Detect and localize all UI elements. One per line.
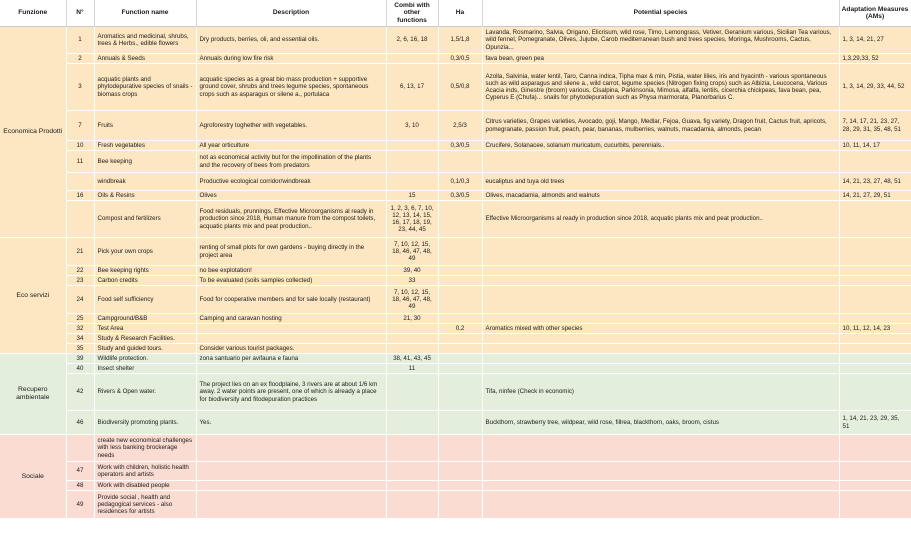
row-ha	[438, 201, 482, 238]
row-species: Citrus varieties, Grapes varieties, Avocado, goji, Mango, Medlar, Fejoa, Guava, fig variety, Dragon fruit, Cactus fruit, apricots, pomegranate, passion fruit, peach, pear, bananas, mulberries, walnuts, macadamia, almonds, pecan	[482, 111, 839, 141]
row-combi	[386, 334, 438, 344]
row-number: 25	[66, 314, 94, 324]
row-ha	[438, 374, 482, 411]
row-description	[196, 491, 386, 519]
row-function-name: Fruits	[94, 111, 196, 141]
row-function-name: windbreak	[94, 173, 196, 191]
row-description	[196, 334, 386, 344]
row-ha	[438, 276, 482, 286]
row-species: Aromatics mixed with other species	[482, 324, 839, 334]
row-ha: 0,5/0,8	[438, 64, 482, 111]
row-ha: 0,2	[438, 324, 482, 334]
row-combi	[386, 324, 438, 334]
row-number: 21	[66, 238, 94, 266]
row-ha	[438, 286, 482, 314]
header-combi: Combi with other functions	[386, 0, 438, 27]
row-combi	[386, 374, 438, 411]
row-description	[196, 324, 386, 334]
row-species	[482, 364, 839, 374]
row-species	[482, 435, 839, 462]
row-species: eucaliptus and tuya old trees	[482, 173, 839, 191]
row-function-name: Provide social , health and pedagogical services - also residences for artists	[94, 491, 196, 519]
row-combi	[386, 54, 438, 64]
row-function-name: Campground/B&B	[94, 314, 196, 324]
row-species	[482, 151, 839, 173]
table-row	[0, 286, 911, 314]
row-species	[482, 286, 839, 314]
row-combi	[386, 173, 438, 191]
row-description: Food residuals, prunnings, Effective Microorganisms al ready in production since 2018, Human manure from the compost toilets, acquatic plants mix and peat production..	[196, 201, 386, 238]
row-combi: 7, 10, 12, 15, 18, 46, 47, 48, 49	[386, 286, 438, 314]
header-function-name: Function name	[94, 0, 196, 27]
header-row	[0, 0, 911, 27]
row-ha: 0,1/0,3	[438, 173, 482, 191]
row-measures: 1, 14, 21, 23, 29, 35, 51	[839, 411, 911, 435]
row-number: 10	[66, 141, 94, 151]
row-description: not as economical activity but for the impollination of the plants and the recovery of bees from predators	[196, 151, 386, 173]
row-number	[66, 173, 94, 191]
row-function-name: Work with children, holistic health operators and artists	[94, 462, 196, 481]
group-recupero-ambientale: Recupero ambientale	[0, 354, 66, 435]
row-ha	[438, 481, 482, 491]
row-measures	[839, 151, 911, 173]
row-number	[66, 201, 94, 238]
row-species	[482, 334, 839, 344]
row-measures	[839, 286, 911, 314]
row-number: 7	[66, 111, 94, 141]
row-species	[482, 238, 839, 266]
row-description: Food for cooperative members and for sale locally (restaurant)	[196, 286, 386, 314]
row-species	[482, 314, 839, 324]
row-description: Annuals during low fire risk	[196, 54, 386, 64]
row-measures	[839, 276, 911, 286]
table-row	[0, 481, 911, 491]
table-row	[0, 354, 911, 364]
row-combi	[386, 462, 438, 481]
row-combi: 39, 40	[386, 266, 438, 276]
row-function-name: Study and guided tours.	[94, 344, 196, 354]
row-species: Olives, macadamia, almonds and walnuts	[482, 191, 839, 201]
row-number: 46	[66, 411, 94, 435]
table-row	[0, 266, 911, 276]
row-number: 47	[66, 462, 94, 481]
table-row	[0, 276, 911, 286]
row-number: 40	[66, 364, 94, 374]
table-row	[0, 191, 911, 201]
row-measures	[839, 334, 911, 344]
row-ha	[438, 314, 482, 324]
table-row	[0, 364, 911, 374]
row-description: Productive ecological corridor/windbreak	[196, 173, 386, 191]
row-ha: 0,3/0,5	[438, 191, 482, 201]
row-ha	[438, 491, 482, 519]
row-ha	[438, 435, 482, 462]
row-number: 2	[66, 54, 94, 64]
row-combi	[386, 491, 438, 519]
table-row	[0, 54, 911, 64]
row-description: Agroforestry toghether with vegetables.	[196, 111, 386, 141]
row-number: 34	[66, 334, 94, 344]
header-funzione: Funzione	[0, 0, 66, 27]
row-description: zona santuario per avifauna e fauna	[196, 354, 386, 364]
row-description	[196, 462, 386, 481]
row-species	[482, 276, 839, 286]
row-function-name: create new economical challenges with less banking brockerage needs	[94, 435, 196, 462]
row-measures	[839, 364, 911, 374]
row-measures: 14, 21, 27, 29, 51	[839, 191, 911, 201]
row-combi	[386, 141, 438, 151]
row-number: 16	[66, 191, 94, 201]
row-function-name: Rivers & Open water.	[94, 374, 196, 411]
row-species	[482, 266, 839, 276]
table-row	[0, 151, 911, 173]
row-ha	[438, 266, 482, 276]
header-description: Description	[196, 0, 386, 27]
row-combi	[386, 411, 438, 435]
row-species: Crucifere, Solanacee, solanum muricatum, cucurbits, perennials..	[482, 141, 839, 151]
table-row	[0, 435, 911, 462]
table-row	[0, 201, 911, 238]
row-measures: 10, 11, 12, 14, 23	[839, 324, 911, 334]
table-row	[0, 344, 911, 354]
row-number: 49	[66, 491, 94, 519]
row-measures	[839, 266, 911, 276]
row-combi: 2, 6, 16, 18	[386, 27, 438, 54]
row-species	[482, 354, 839, 364]
table-row	[0, 491, 911, 519]
table-row	[0, 411, 911, 435]
row-combi: 6, 13, 17	[386, 64, 438, 111]
row-number: 42	[66, 374, 94, 411]
row-combi: 15	[386, 191, 438, 201]
row-combi: 1, 2, 3, 6, 7, 10, 12, 13, 14, 15, 16, 17, 18, 19, 23, 44, 45	[386, 201, 438, 238]
row-measures: 1,3,29,33, 52	[839, 54, 911, 64]
group-eco-servizi: Eco servizi	[0, 238, 66, 354]
row-measures: 14, 21, 23, 27, 48, 51	[839, 173, 911, 191]
row-combi	[386, 481, 438, 491]
row-combi: 11	[386, 364, 438, 374]
table-row	[0, 334, 911, 344]
row-measures: 1, 3, 14, 21, 27	[839, 27, 911, 54]
row-measures	[839, 374, 911, 411]
row-description: Dry products, berries, oli, and essential oils.	[196, 27, 386, 54]
row-ha: 0,3/0,5	[438, 141, 482, 151]
table-row	[0, 173, 911, 191]
table-row	[0, 141, 911, 151]
row-measures: 1, 3, 14, 29, 33, 44, 52	[839, 64, 911, 111]
table-row	[0, 324, 911, 334]
row-number: 11	[66, 151, 94, 173]
row-number: 23	[66, 276, 94, 286]
row-description: To be evaluated (soils samples collected)	[196, 276, 386, 286]
row-species: Effective Microorganisms al ready in production since 2018, acquatic plants mix and peat production..	[482, 201, 839, 238]
row-species	[482, 344, 839, 354]
group-economica: Economica Prodotti	[0, 27, 66, 238]
row-ha	[438, 364, 482, 374]
row-function-name: Work with disabled people	[94, 481, 196, 491]
row-number: 48	[66, 481, 94, 491]
row-species: Lavanda, Rosmarino, Salvia, Origano, Elicrisum, wild rose, Timo, Lemongrass, Vetiver, Geranium various, Sicilian Tea various, wild fennel, Pomegranate, Olives, Jujube, Carob mediterranean bush and trees species, Moringa, Mushrooms, Cactus, Opunzia...	[482, 27, 839, 54]
row-number: 35	[66, 344, 94, 354]
row-combi: 21, 30	[386, 314, 438, 324]
header-adaptation-measures: Adaptation Measures (AMs)	[839, 0, 911, 27]
row-description: Olives	[196, 191, 386, 201]
table-row	[0, 314, 911, 324]
row-species	[482, 481, 839, 491]
row-ha	[438, 344, 482, 354]
row-ha: 1,5/1,8	[438, 27, 482, 54]
header-number: N°	[66, 0, 94, 27]
row-measures	[839, 481, 911, 491]
row-description: Yes.	[196, 411, 386, 435]
row-ha	[438, 151, 482, 173]
row-function-name: Oils & Resins	[94, 191, 196, 201]
row-description: acquatic species as a great bio mass production + supportive ground cover, shrubs and trees legume species, spontaneous crops such as asparagus or silene a., portulaca	[196, 64, 386, 111]
row-number: 1	[66, 27, 94, 54]
row-function-name: Aromatics and medicinal, shrubs, trees & Herbs., edible flowers	[94, 27, 196, 54]
row-function-name: Insect shelter	[94, 364, 196, 374]
row-function-name: Bee keeping	[94, 151, 196, 173]
row-function-name: Food self sufficiency	[94, 286, 196, 314]
row-combi	[386, 151, 438, 173]
table-row	[0, 27, 911, 54]
row-number: 22	[66, 266, 94, 276]
table-row	[0, 374, 911, 411]
table-row	[0, 462, 911, 481]
row-measures	[839, 201, 911, 238]
row-function-name: Bee keeping rights	[94, 266, 196, 276]
row-combi: 38, 41, 43, 45	[386, 354, 438, 364]
row-measures	[839, 238, 911, 266]
row-combi	[386, 435, 438, 462]
row-ha	[438, 334, 482, 344]
row-species	[482, 491, 839, 519]
row-description: renting of small plots for own gardens - buying directly in the project area	[196, 238, 386, 266]
row-function-name: Wildlife protection.	[94, 354, 196, 364]
row-ha	[438, 411, 482, 435]
group-sociale: Sociale	[0, 435, 66, 519]
row-description: All year orticulture	[196, 141, 386, 151]
row-ha	[438, 238, 482, 266]
row-description: Camping and caravan hosting	[196, 314, 386, 324]
row-measures	[839, 462, 911, 481]
row-measures	[839, 314, 911, 324]
row-measures: 10, 11, 14, 17	[839, 141, 911, 151]
row-ha	[438, 354, 482, 364]
row-function-name: Fresh vegetables	[94, 141, 196, 151]
row-function-name: acquatic plants and phytodepurative species of snails - biomass crops	[94, 64, 196, 111]
row-species: Azolla, Salvinia, water lentil, Taro, Canna indica, Tipha max & min, Pistia, water lilies, iris and hyacinth - various spontaneous such as wild asparagus and silene a., wild carrot, legume species (Nitrogen fixing crops) such as Albizia, Leucocena, Various Acacia inds, Ginestre (broom) various, Cisalpina, Parkinsonia, Mimosa, alfalfa, lentils, cicerchia chickpeas, fava bean, pea, Cyperus E (Chufa)... snails for phytodepuration such as Physa marmorata, Planorbarius C.	[482, 64, 839, 111]
row-function-name: Biodiversity promoting plants.	[94, 411, 196, 435]
row-description: no bee explotation!	[196, 266, 386, 276]
row-number: 32	[66, 324, 94, 334]
table-row	[0, 238, 911, 266]
row-description	[196, 364, 386, 374]
header-potential-species: Potential species	[482, 0, 839, 27]
row-combi: 7, 10, 12, 15, 18, 46, 47, 48, 49	[386, 238, 438, 266]
row-number: 39	[66, 354, 94, 364]
row-species	[482, 462, 839, 481]
row-measures	[839, 435, 911, 462]
row-measures	[839, 354, 911, 364]
row-description	[196, 481, 386, 491]
row-measures	[839, 344, 911, 354]
row-number: 3	[66, 64, 94, 111]
header-ha: Ha	[438, 0, 482, 27]
row-function-name: Pick your own crops	[94, 238, 196, 266]
row-species: Tifa, ninfee (Check in economic)	[482, 374, 839, 411]
row-function-name: Annuals & Seeds	[94, 54, 196, 64]
row-description: The project lies on an ex floodplaine, 3 rivers are at about 1/6 km away. 2 water points are present, one of which is already a place for biodiversity and fitodepuration practices	[196, 374, 386, 411]
row-number: 24	[66, 286, 94, 314]
row-function-name: Carbon credits	[94, 276, 196, 286]
row-function-name: Study & Research Facilities.	[94, 334, 196, 344]
table-row	[0, 111, 911, 141]
row-combi	[386, 344, 438, 354]
row-species: Buckthorn, strawberry tree, wildpear, wild rose, fillrea, blackthorn, oaks, broom, cistus	[482, 411, 839, 435]
row-number	[66, 435, 94, 462]
row-ha: 2,5/3	[438, 111, 482, 141]
row-combi: 33	[386, 276, 438, 286]
row-description	[196, 435, 386, 462]
row-measures	[839, 491, 911, 519]
row-ha	[438, 462, 482, 481]
row-function-name: Compost and fertilizers	[94, 201, 196, 238]
row-ha: 0,3/0,5	[438, 54, 482, 64]
row-description: Consider various tourist packages.	[196, 344, 386, 354]
row-function-name: Test Area	[94, 324, 196, 334]
row-combi: 3, 10	[386, 111, 438, 141]
row-measures: 7, 14, 17, 21, 23, 27, 28, 29, 31, 35, 48, 51	[839, 111, 911, 141]
table-row	[0, 64, 911, 111]
row-species: fava bean, green pea	[482, 54, 839, 64]
